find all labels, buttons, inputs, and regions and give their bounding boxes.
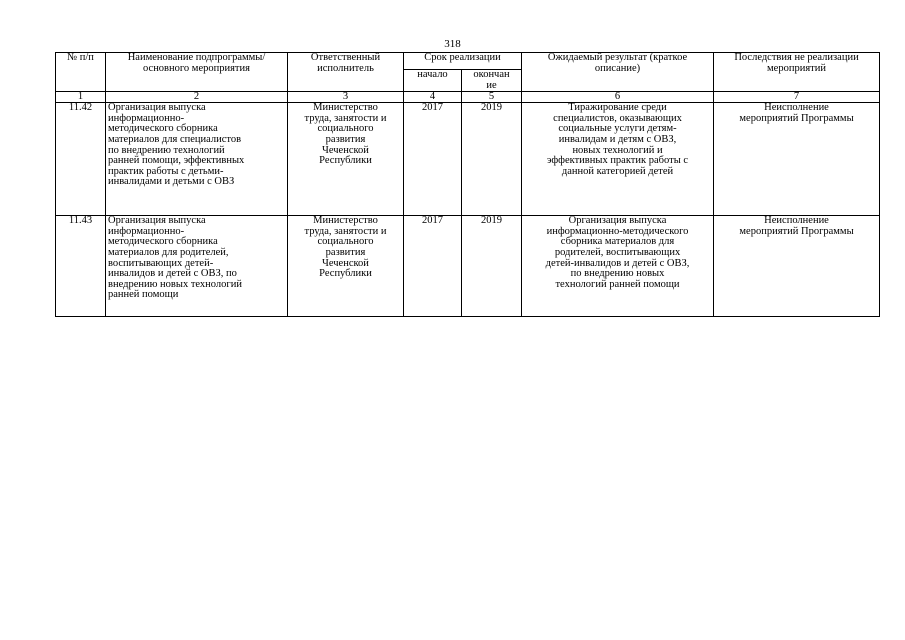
header-start: начало — [404, 70, 462, 92]
header-period: Срок реализации — [404, 53, 522, 70]
row-consequence: Неисполнение мероприятий Программы — [714, 103, 880, 216]
row-executor: Министерство труда, занятости и социального развития Чеченской Республики — [288, 216, 404, 317]
row-executor: Министерство труда, занятости и социального развития Чеченской Республики — [288, 103, 404, 216]
row-consequence: Неисполнение мероприятий Программы — [714, 216, 880, 317]
row-num: 11.43 — [56, 216, 106, 317]
header-result: Ожидаемый результат (краткое описание) — [522, 53, 714, 92]
column-number: 4 — [404, 92, 462, 103]
row-name: Организация выпуска информационно- методического сборника материалов для специалистов по внедрению технологий ранней помощи, эффективных практик работы с детьми- инвалидами и детьми с ОВЗ — [106, 103, 288, 216]
header-name: Наименование подпрограммы/ основного мероприятия — [106, 53, 288, 92]
header-executor: Ответственный исполнитель — [288, 53, 404, 92]
row-num: 11.42 — [56, 103, 106, 216]
column-number: 7 — [714, 92, 880, 103]
column-number: 5 — [462, 92, 522, 103]
column-number: 3 — [288, 92, 404, 103]
row-result: Тиражирование среди специалистов, оказывающих социальные услуги детям- инвалидам и детям с ОВЗ, новых технологий и эффективных практик работы с данной категорией детей — [522, 103, 714, 216]
row-start: 2017 — [404, 216, 462, 317]
header-consequence: Последствия не реализации мероприятий — [714, 53, 880, 92]
column-numbers-row — [56, 92, 880, 103]
row-end: 2019 — [462, 216, 522, 317]
activities-table — [55, 52, 880, 317]
column-number: 1 — [56, 92, 106, 103]
row-result: Организация выпуска информационно-методического сборника материалов для родителей, воспитывающих детей-инвалидов и детей с ОВЗ, по внедрению новых технологий ранней помощи — [522, 216, 714, 317]
table-row — [56, 103, 880, 216]
row-start: 2017 — [404, 103, 462, 216]
column-number: 6 — [522, 92, 714, 103]
page-number: 318 — [444, 38, 461, 50]
header-num: № п/п — [56, 53, 106, 92]
row-name: Организация выпуска информационно- методического сборника материалов для родителей, воспитывающих детей- инвалидов и детей с ОВЗ, по внедрению новых технологий ранней помощи — [106, 216, 288, 317]
header-row — [56, 53, 880, 70]
column-number: 2 — [106, 92, 288, 103]
row-end: 2019 — [462, 103, 522, 216]
table-row — [56, 216, 880, 317]
header-end: окончан ие — [462, 70, 522, 92]
